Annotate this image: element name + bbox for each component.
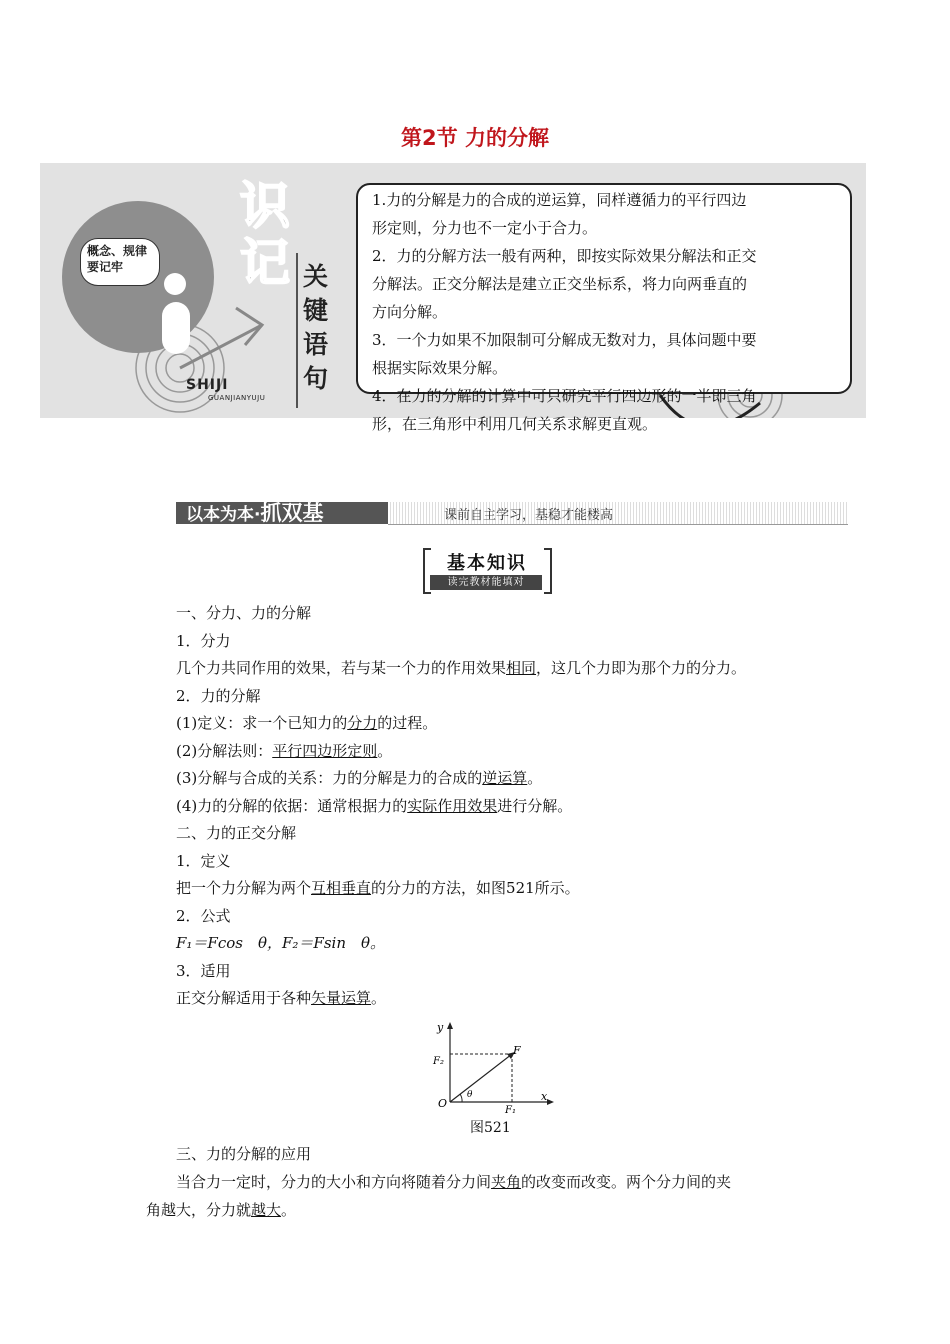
banner-pinyin: SHIJI xyxy=(186,377,229,393)
content-body-2 xyxy=(146,1140,816,1224)
banner-small-char-1: 关 xyxy=(303,262,329,291)
banner-small-char-3: 语 xyxy=(303,330,329,359)
figure-caption: 图521 xyxy=(470,1120,511,1136)
paragraph-3: 把一个力分解为两个互相垂直的分力的方法，如图521所示。 xyxy=(176,879,580,897)
subheading-5: 3．适用 xyxy=(176,961,231,980)
key-points-text xyxy=(372,186,852,438)
fig-y-label: y xyxy=(437,1021,444,1034)
speech-bubble: 概念、规律要记牢 xyxy=(80,238,160,286)
key-point-line: 形定则，分力也不一定小于合力。 xyxy=(372,219,598,237)
fig-f-label: F xyxy=(513,1044,521,1057)
definition-2: (2)分解法则：平行四边形定则。 xyxy=(176,741,393,760)
banner-small-char-2: 键 xyxy=(303,296,329,325)
fig-theta-label: θ xyxy=(467,1090,473,1100)
banner-char-1: 识 xyxy=(240,177,290,235)
paragraph-1: 几个力共同作用的效果，若与某一个力的作用效果相同，这几个力即为那个力的分力。 xyxy=(176,659,747,677)
key-point-line: 1.力的分解是力的合成的逆运算，同样遵循力的平行四边 xyxy=(372,191,747,209)
subheading-2: 2．力的分解 xyxy=(176,686,261,705)
knowledge-title: 基本知识 xyxy=(447,553,527,574)
paragraph-6-line-2: 角越大，分力就越大。 xyxy=(146,1201,297,1219)
key-point-line: 形，在三角形中利用几何关系求解更直观。 xyxy=(372,415,658,433)
key-point-line: 3．一个力如果不加限制可分解成无数对力，具体问题中要 xyxy=(372,331,757,349)
answer-blank: 平行四边形定则 xyxy=(272,741,378,760)
heading-1: 一、分力、力的分解 xyxy=(176,604,312,622)
key-point-line: 分解法。正交分解法是建立正交坐标系，将力向两垂直的 xyxy=(372,275,748,293)
answer-blank: 互相垂直 xyxy=(311,879,372,897)
paragraph-6-line-1: 当合力一定时，分力的大小和方向将随着分力间夹角的改变而改变。两个分力间的夹 xyxy=(176,1173,732,1191)
answer-blank: 分力 xyxy=(347,714,378,732)
answer-blank: 相同 xyxy=(506,659,537,677)
answer-blank: 矢量运算 xyxy=(311,989,372,1007)
section-bar-left xyxy=(176,502,388,524)
formula: F₁＝Fcos θ，F₂＝Fsin θ。 xyxy=(176,934,386,952)
fig-f2-label: F₂ xyxy=(433,1056,444,1067)
section-bar-left-b: 抓双基 xyxy=(260,501,324,525)
knowledge-subtitle: 读完教材能填对 xyxy=(430,575,542,590)
key-point-line: 2．力的分解方法一般有两种，即按实际效果分解法和正交 xyxy=(372,247,757,265)
heading-3: 三、力的分解的应用 xyxy=(176,1145,312,1163)
subheading-3: 1．定义 xyxy=(176,851,231,870)
paragraph-5: 正交分解适用于各种矢量运算。 xyxy=(176,989,387,1007)
banner-char-2: 记 xyxy=(240,234,290,292)
definition-3: (3)分解与合成的关系：力的分解是力的合成的逆运算。 xyxy=(176,769,543,787)
section-bar-text: 课前自主学习，基稳才能楼高 xyxy=(444,508,614,523)
banner-small-char-4: 句 xyxy=(303,364,329,393)
definition-1: (1)定义：求一个已知力的分力的过程。 xyxy=(176,714,438,732)
page-title: 第2节 力的分解 xyxy=(401,126,549,150)
subheading-4: 2．公式 xyxy=(176,906,231,925)
subheading-1: 1．分力 xyxy=(176,631,231,650)
fig-x-label: x xyxy=(541,1090,548,1103)
answer-blank: 夹角 xyxy=(491,1173,522,1191)
key-point-line: 4．在力的分解的计算中可只研究平行四边形的一半即三角 xyxy=(372,387,757,405)
section-bar-left-a: 以本为本· xyxy=(186,505,261,525)
answer-blank: 逆运算 xyxy=(482,769,528,787)
fig-origin-label: O xyxy=(438,1097,448,1110)
heading-2: 二、力的正交分解 xyxy=(176,824,297,842)
answer-blank: 实际作用效果 xyxy=(407,796,498,815)
content-body xyxy=(176,600,826,1013)
force-decomposition-figure xyxy=(425,1020,560,1115)
definition-4: (4)力的分解的依据：通常根据力的实际作用效果进行分解。 xyxy=(176,796,573,815)
banner-pinyin-small: GUANJIANYUJU xyxy=(208,394,266,402)
answer-blank: 越大 xyxy=(251,1201,282,1219)
fig-f1-label: F₁ xyxy=(505,1105,516,1115)
person-icon xyxy=(150,270,200,355)
key-point-line: 方向分解。 xyxy=(372,303,448,321)
key-point-line: 根据实际效果分解。 xyxy=(372,359,508,377)
